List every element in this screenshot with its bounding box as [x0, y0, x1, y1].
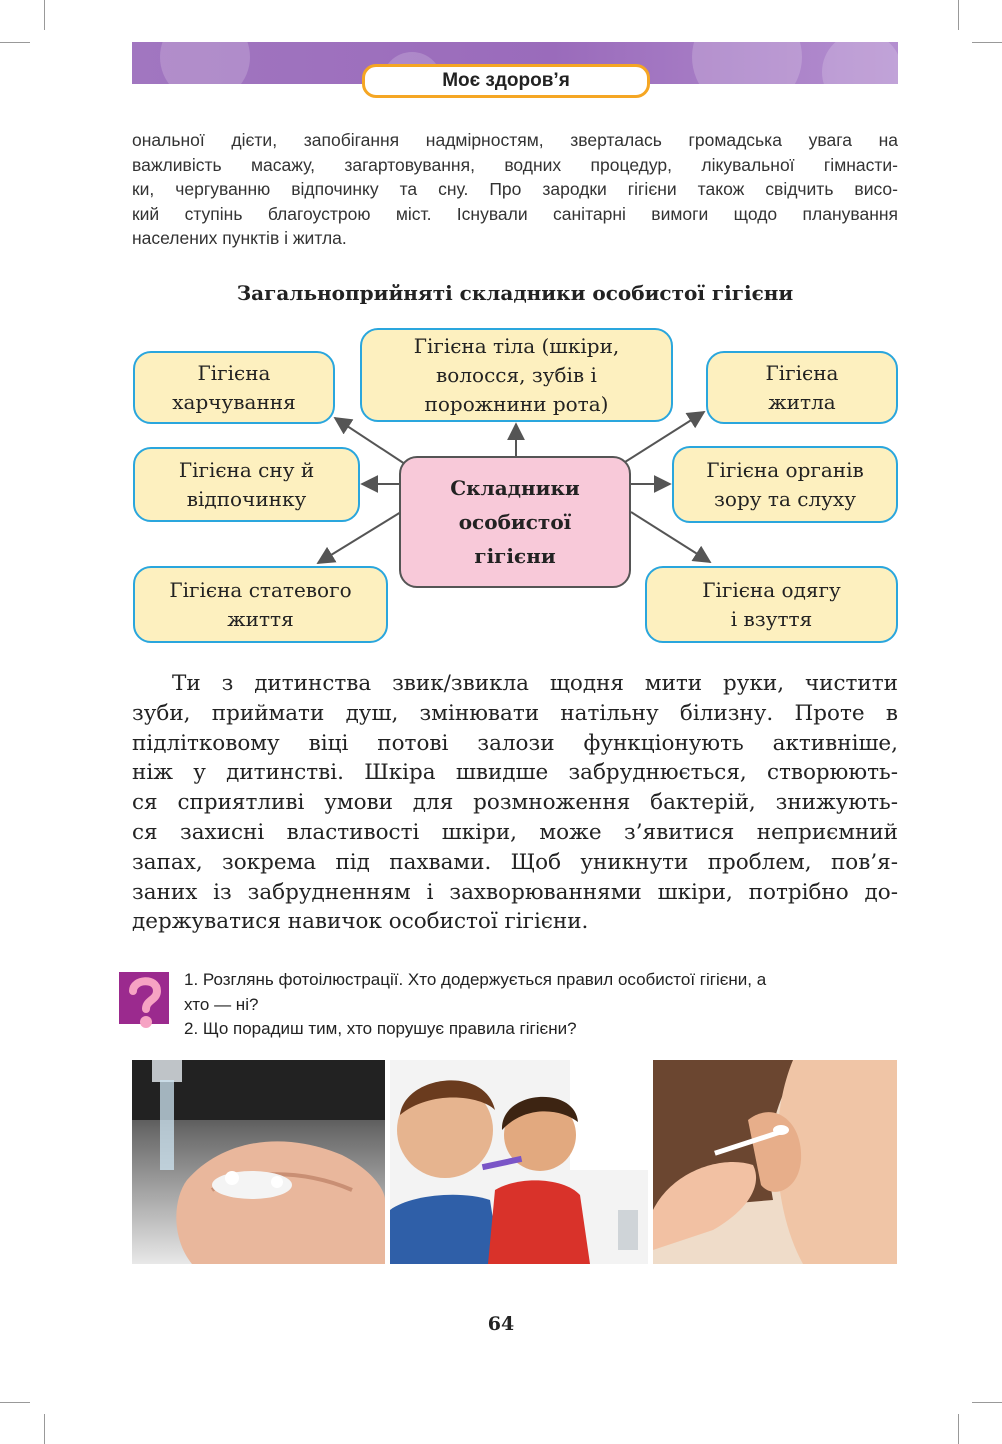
text-line: кий ступінь благоустрою міст. Існували санітарні вимоги щодо планування [132, 203, 898, 224]
box-sexual-hygiene: Гігієна статевого життя [133, 566, 388, 643]
box-nutrition-hygiene: Гігієна харчування [133, 351, 335, 424]
text-line: ніж у дитинстві. Шкіра швидше забруднюється, створюють- [132, 760, 898, 786]
text-line: важливість масажу, загартовування, водних процедур, лікувальної гімнасти- [132, 154, 898, 175]
main-paragraph [132, 669, 898, 937]
text-line: населених пунктів і житла. [132, 228, 347, 248]
question-list [184, 968, 900, 1042]
box-senses-hygiene: Гігієна органів зору та слуху [672, 446, 898, 523]
question-line: 2. Що порадиш тим, хто порушує правила гігієни? [184, 1019, 577, 1038]
box-center-components: Складники особистої гігієни [399, 456, 631, 588]
boys-brushing-teeth-photo [390, 1060, 648, 1264]
box-clothing-hygiene: Гігієна одягу і взуття [645, 566, 898, 643]
text-line: підлітковому віці потові залози функціонують активніше, [132, 730, 898, 756]
text-line: заних із забрудненням і захворюваннями шкіри, потрібно до- [132, 879, 898, 905]
text-line: ональної дієти, запобігання надмірностям, зверталась громадська увага на [132, 130, 898, 150]
section-title: Моє здоров’я [362, 64, 650, 98]
hand-washing-photo [132, 1060, 385, 1264]
text-line: ки, чергуванню відпочинку та сну. Про зародки гігієни також свідчить висо- [132, 179, 898, 199]
box-sleep-hygiene: Гігієна сну й відпочинку [133, 447, 360, 522]
box-housing-hygiene: Гігієна житла [706, 351, 898, 424]
question-line: хто — ні? [184, 994, 259, 1014]
text-line: держуватися навичок особистої гігієни. [132, 909, 589, 935]
question-line: 1. Розглянь фотоілюстрації. Хто додержується правил особистої гігієни, а [184, 970, 767, 989]
text-line: запах, зокрема під пахвами. Щоб уникнути проблем, пов’я- [132, 849, 898, 875]
page-number: 64 [487, 1313, 515, 1335]
question-mark-icon [119, 969, 171, 1031]
ear-cleaning-photo [653, 1060, 897, 1264]
text-line: Ти з дитинства звик/звикла щодня мити руки, чистити [172, 671, 898, 696]
box-body-hygiene: Гігієна тіла (шкіри, волосся, зубів і порожнини рота) [360, 328, 673, 422]
diagram-title: Загальноприйняті складники особистої гігієни [236, 281, 794, 305]
text-line: ся сприятливі умови для розмноження бактерій, знижують- [132, 790, 898, 816]
text-line: зуби, приймати душ, змінювати натільну білизну. Проте в [132, 700, 898, 726]
text-line: ся захисні властивості шкіри, може з’явитися неприємний [132, 819, 898, 845]
